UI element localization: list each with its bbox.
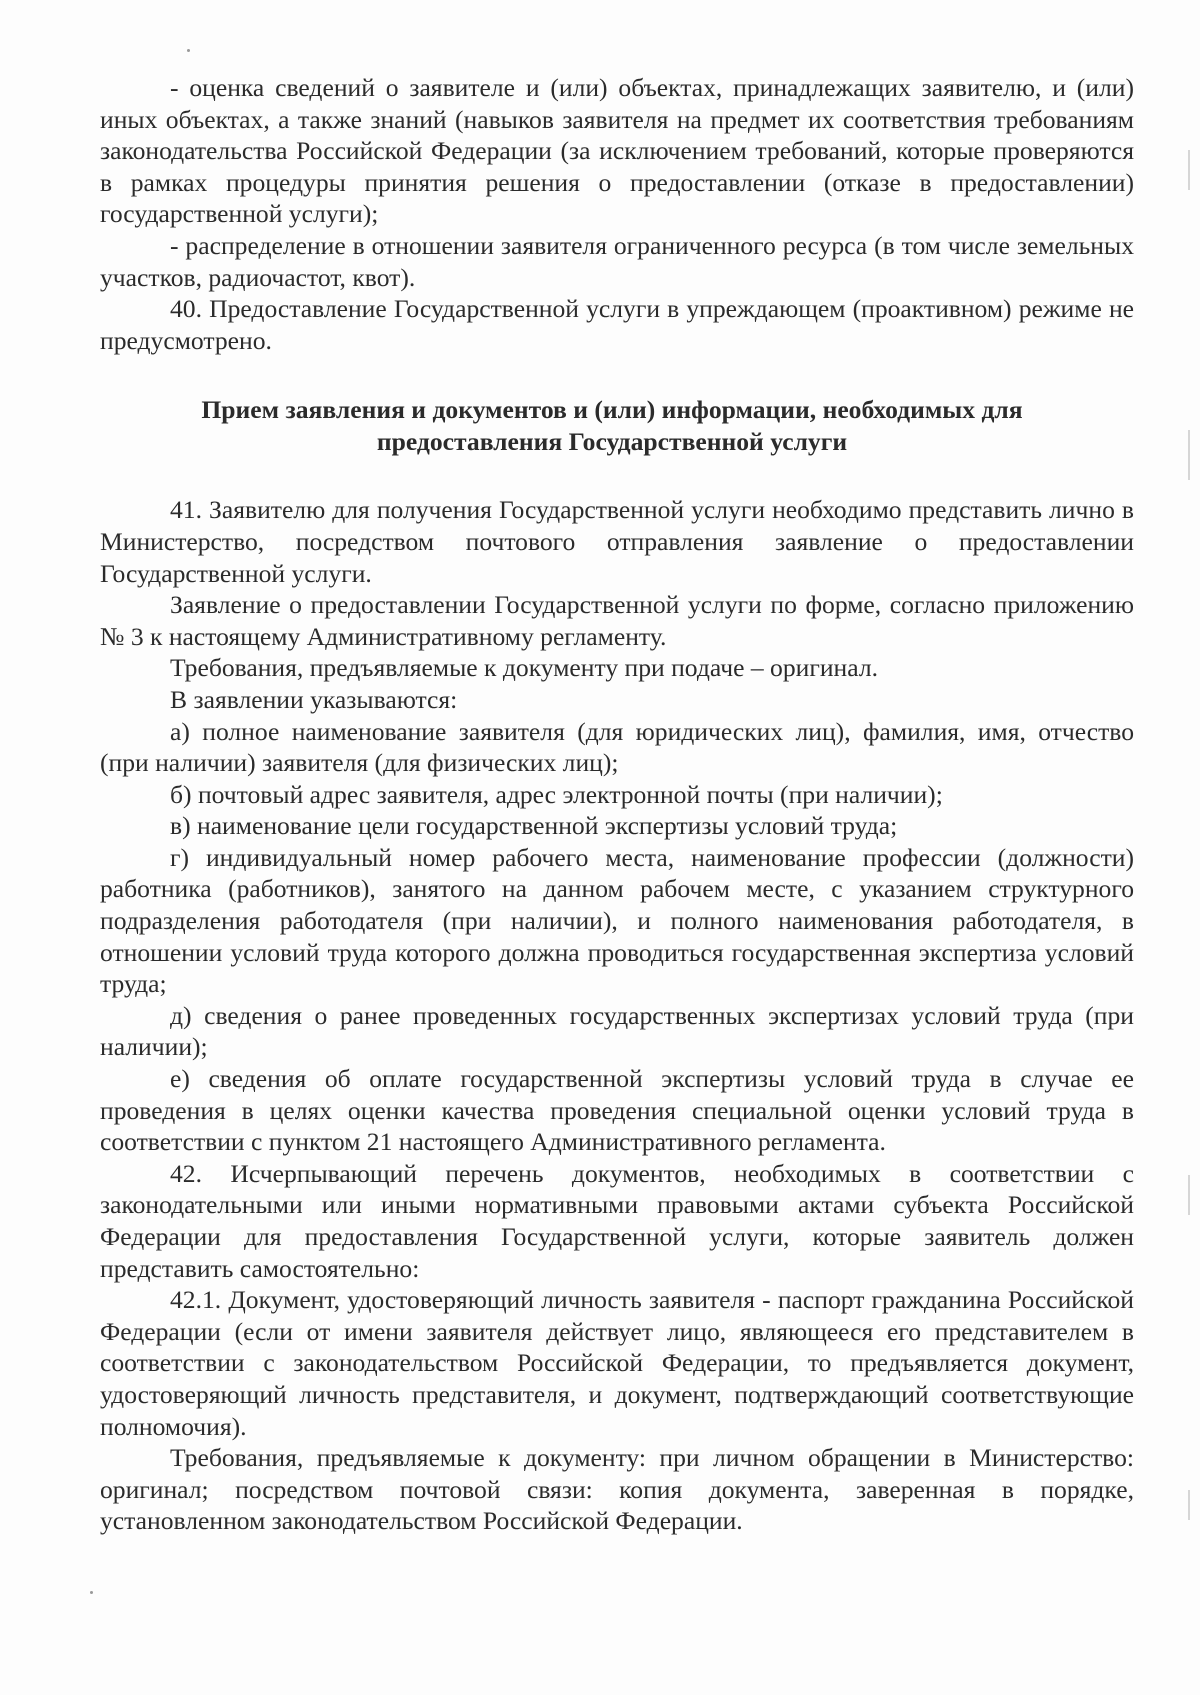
list-item-e: е) сведения об оплате государственной экспертизы условий труда в случае ее проведения в целях оценки качества проведения специальной оценки условий труда в соответствии с пунктом 21 настоящего Административного регламента. [100,1064,1134,1157]
paragraph-requirements: Требования, предъявляемые к документу при подаче – оригинал. [170,653,878,683]
paragraph-resource-distribution: - распределение в отношении заявителя ограниченного ресурса (в том числе земельных участков, радиочастот, квот). [100,230,1134,292]
paragraph-assessment: - оценка сведений о заявителе и (или) объектах, принадлежащих заявителю, и (или) иных объектах, а также знаний (навыков заявителя на предмет их соответствия требованиям законодательства Российской Федерации (за исключением требований, которые проверяются в рамках процедуры принятия решения о предоставлении (отказе в предоставлении) государственной услуги); [100,73,1134,229]
list-item-d: д) сведения о ранее проведенных государственных экспертизах условий труда (при наличии); [100,1000,1134,1062]
scan-edge-mark [1188,430,1190,480]
paragraph-41: 41. Заявителю для получения Государственной услуги необходимо представить лично в Министерство, посредством почтового отправления заявление о предоставлении Государственной услуги. [100,495,1134,588]
scan-edge-mark [1188,150,1190,190]
scan-edge-mark [1188,1175,1190,1215]
scan-edge-mark [1188,1490,1190,1520]
list-item-v: в) наименование цели государственной экспертизы условий труда; [170,811,898,841]
list-item-g: г) индивидуальный номер рабочего места, наименование профессии (должности) работника (работников), занятого на данном рабочем месте, с указанием структурного подразделения работодателя (при наличии), и полного наименования работодателя, в отношении условий труда которого должна проводиться государственная экспертиза условий труда; [100,842,1134,999]
paragraph-42-1: 42.1. Документ, удостоверяющий личность заявителя - паспорт гражданина Российской Федерации (если от имени заявителя действует лицо, являющееся его представителем в соответствии с законодательством Российской Федерации, то предъявляется документ, удостоверяющий личность представителя, и документ, подтверждающий соответствующие полномочия). [100,1285,1134,1441]
paragraph-document-requirements: Требования, предъявляемые к документу: при личном обращении в Министерство: оригинал; посредством почтовой связи: копия документа, заверенная в порядке, установленном законодательством Российской Федерации. [100,1443,1134,1536]
paragraph-42: 42. Исчерпывающий перечень документов, необходимых в соответствии с законодательными или иными нормативными правовыми актами субъекта Российской Федерации для предоставления Государственной услуги, которые заявитель должен представить самостоятельно: [100,1158,1134,1283]
list-item-b: б) почтовый адрес заявителя, адрес электронной почты (при наличии); [170,779,943,809]
paragraph-40: 40. Предоставление Государственной услуги в упреждающем (проактивном) режиме не предусмотрено. [100,294,1134,355]
scan-speck [187,49,190,52]
list-item-a: а) полное наименование заявителя (для юридических лиц), фамилия, имя, отчество (при наличии) заявителя (для физических лиц); [100,716,1134,778]
paragraph-application-form: Заявление о предоставлении Государственной услуги по форме, согласно приложению № 3 к настоящему Административному регламенту. [100,590,1134,651]
scan-speck [90,1591,93,1594]
section-heading: Прием заявления и документов и (или) информации, необходимых для предоставления Государственной услуги [201,395,1023,457]
paragraph-application-contents: В заявлении указываются: [170,684,458,714]
